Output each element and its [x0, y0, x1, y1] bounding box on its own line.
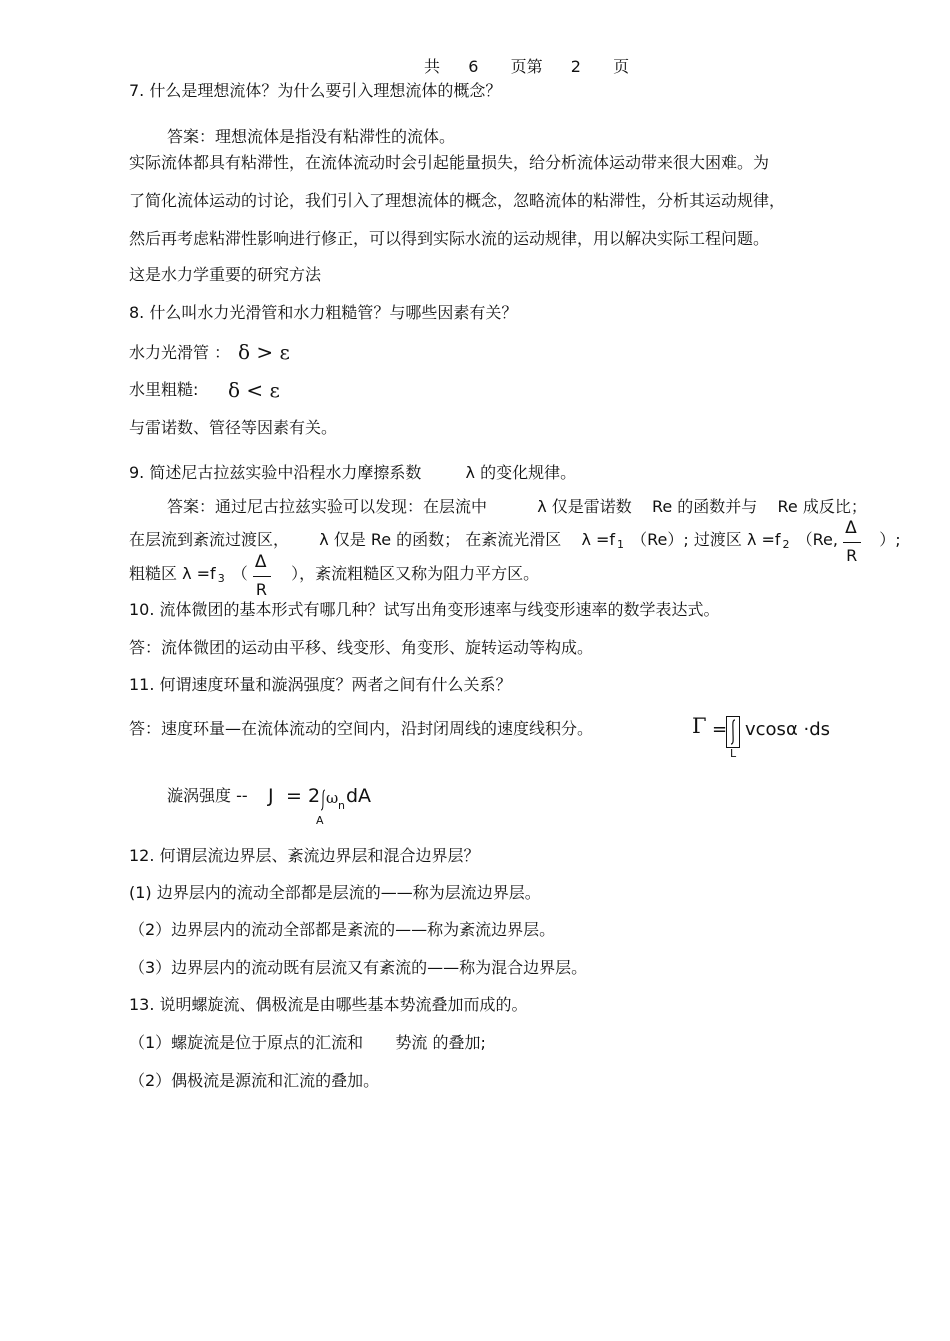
- vortex-strength-formula: [268, 784, 408, 834]
- vortex-integral-limit: A: [316, 814, 324, 827]
- q7-answer-line-3: 了简化流体运动的讨论，我们引入了理想流体的概念，忽略流体的粘滞性，分析其运动规律，: [129, 191, 786, 210]
- q8-rough-formula: δ < ε: [228, 378, 280, 402]
- q9-a1-part-2: λ 仅是雷诺数: [537, 497, 632, 516]
- q11-question: 11. 何谓速度环量和漩涡强度？两者之间有什么关系？: [129, 675, 512, 694]
- q9-a1-part-1: 答案：通过尼古拉兹实验可以发现：在层流中: [167, 497, 488, 516]
- closed-contour-integral-icon: [726, 716, 740, 748]
- delta-over-r-fraction-2: [253, 552, 271, 599]
- page-header: [424, 57, 629, 77]
- header-page-number: 2: [570, 57, 581, 76]
- q10-answer: 答：流体微团的运动由平移、线变形、角变形、旋转运动等构成。: [129, 638, 594, 657]
- fraction-bar: [253, 576, 271, 577]
- q9-question-lambda: λ 的变化规律。: [465, 463, 577, 482]
- q9-a2-sub-2: 2: [782, 538, 790, 551]
- q8-rough-label: 水里粗糙:: [129, 380, 199, 399]
- q12-item-2: （2）边界层内的流动全部都是紊流的——称为紊流边界层。: [129, 920, 556, 939]
- header-text-1: 共: [424, 57, 441, 76]
- q7-answer-line-2: 实际流体都具有粘滞性，在流体流动时会引起能量损失，给分析流体运动带来很大困难。为: [129, 153, 770, 172]
- q9-a3-sub: 3: [217, 572, 225, 585]
- vortex-lhs: J: [268, 785, 274, 807]
- q13-item-1-part-1: （1）螺旋流是位于原点的汇流和: [129, 1033, 364, 1052]
- q9-a3-part-1: 粗糙区 λ =f: [129, 564, 216, 583]
- q7-answer-line-4: 然后再考虑粘滞性影响进行修正，可以得到实际水流的运动规律，用以解决实际工程问题。: [129, 229, 770, 248]
- fraction-denominator: R: [846, 546, 858, 565]
- q8-question: 8. 什么叫水力光滑管和水力粗糙管？与哪些因素有关？: [129, 303, 518, 322]
- q7-answer-line-5: 这是水力学重要的研究方法: [129, 265, 322, 284]
- q8-factors: 与雷诺数、管径等因素有关。: [129, 418, 338, 437]
- q9-answer-line-1: [167, 497, 867, 517]
- q13-item-1-part-2: 势流 的叠加;: [395, 1033, 486, 1052]
- q9-answer-line-3: [129, 552, 540, 599]
- gamma-symbol: Γ: [692, 714, 707, 738]
- header-text-3: 页: [613, 57, 630, 76]
- gamma-integrand: vcosα ·ds: [745, 719, 831, 740]
- circulation-formula: [692, 714, 852, 764]
- header-text-2: 页第: [510, 57, 543, 76]
- header-total-pages: 6: [468, 57, 479, 76]
- q7-answer-line-1: 答案：理想流体是指没有粘滞性的流体。: [167, 127, 456, 146]
- q9-a3-part-3: ），紊流粗糙区又称为阻力平方区。: [291, 564, 540, 583]
- q9-a1-part-3: Re 的函数并与: [651, 497, 758, 516]
- vortex-strength-label: 漩涡强度 --: [167, 786, 248, 805]
- q8-smooth-label: 水力光滑管 ：: [129, 343, 231, 362]
- fraction-denominator: R: [255, 580, 268, 599]
- fraction-numerator: Δ: [254, 552, 267, 572]
- q7-question: 7. 什么是理想流体？为什么要引入理想流体的概念？: [129, 81, 502, 100]
- vortex-omega: ω: [326, 789, 339, 807]
- vortex-dA: dA: [346, 785, 372, 807]
- vortex-omega-subscript: n: [338, 799, 345, 812]
- q9-question: [129, 463, 576, 483]
- q12-item-3: （3）边界层内的流动既有层流又有紊流的——称为混合边界层。: [129, 958, 588, 977]
- q9-a2-part-5: （Re,: [796, 530, 838, 549]
- q9-question-text: 9. 简述尼古拉兹实验中沿程水力摩擦系数: [129, 463, 422, 482]
- q12-question: 12. 何谓层流边界层、紊流边界层和混合边界层？: [129, 846, 480, 865]
- q13-question: 13. 说明螺旋流、偶极流是由哪些基本势流叠加而成的。: [129, 995, 528, 1014]
- gamma-equals: =: [712, 719, 728, 740]
- q10-question: 10. 流体微团的基本形式有哪几种？试写出角变形速率与线变形速率的数学表达式。: [129, 600, 720, 619]
- q9-a2-part-4: （Re）; 过渡区 λ =f: [631, 530, 781, 549]
- q13-item-2: （2）偶极流是源流和汇流的叠加。: [129, 1071, 380, 1090]
- gamma-integral-limit: L: [730, 747, 737, 760]
- q9-a2-sub-1: 1: [617, 538, 625, 551]
- q9-a3-part-2: （: [231, 564, 248, 583]
- q11-answer: 答：速度环量—在流体流动的空间内，沿封闭周线的速度线积分。: [129, 719, 594, 738]
- q9-answer-line-2: [129, 518, 901, 565]
- fraction-bar: [843, 542, 861, 543]
- q9-a1-part-4: Re 成反比；: [777, 497, 867, 516]
- q12-item-1: (1) 边界层内的流动全部都是层流的——称为层流边界层。: [129, 883, 541, 902]
- q8-smooth-formula: δ > ε: [238, 340, 290, 364]
- q9-a2-part-3: λ =f: [581, 530, 616, 549]
- fraction-numerator: Δ: [845, 518, 857, 538]
- q9-a2-part-2: λ 仅是 Re 的函数； 在紊流光滑区: [319, 530, 562, 549]
- q13-item-1: [129, 1033, 486, 1053]
- q9-a2-part-1: 在层流到紊流过渡区，: [129, 530, 290, 549]
- vortex-equals-two: = 2: [286, 785, 321, 807]
- delta-over-r-fraction: [843, 518, 861, 565]
- q9-a2-part-6: ）;: [879, 530, 901, 549]
